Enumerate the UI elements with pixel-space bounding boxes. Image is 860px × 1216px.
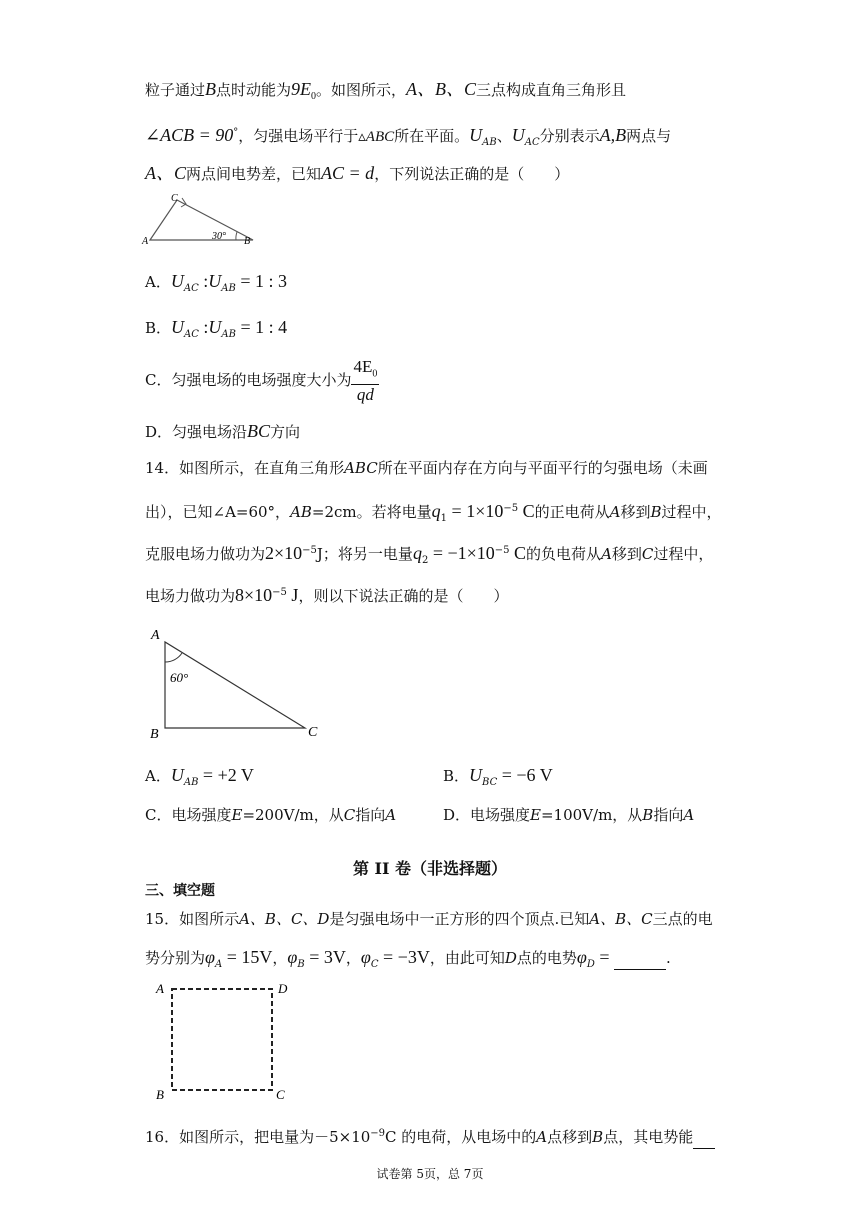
q13-line-3: A、C两点间电势差，已知AC = d，下列说法正确的是（ ） — [145, 163, 570, 183]
q14-label-a: A — [151, 628, 160, 643]
q13-option-a: A．$U_{AC}$ $:U_{AB} = 1$ : 3 — [145, 271, 287, 294]
q13-option-c: C．匀强电场的电场强度大小为 $\frac{4E_0}{qd}$ — [145, 356, 378, 405]
section-heading: 三、填空题 — [145, 883, 215, 899]
q13-label-angle: 30° — [212, 231, 226, 242]
q14-label-b: B — [150, 727, 159, 742]
q16-answer-blank[interactable] — [693, 1126, 715, 1149]
q15-answer-blank[interactable] — [614, 947, 666, 970]
q13-line-2: ∠ACB = 90°，匀强电场平行于▵ABC所在平面。$U_{AB}$、$U_{AC}$分别表示A,B两点与 — [145, 125, 672, 148]
q13-label-c: C — [171, 193, 178, 204]
q14-option-d: D．电场强度E=100V/m，从B指向A — [443, 806, 695, 824]
q14-line-4: 电场力做功为$8\times 10^{-5}$ J，则以下说法正确的是（ ） — [145, 585, 509, 605]
q14-label-c: C — [308, 725, 318, 740]
q14-label-angle: 60° — [170, 670, 189, 685]
q15-square-figure — [140, 975, 300, 1103]
q13-fraction: $\frac{4E_0}{qd}$ — [353, 356, 378, 405]
q13-option-d: D．匀强电场沿BC方向 — [145, 421, 301, 441]
section-title: 第 II 卷（非选择题） — [352, 859, 508, 878]
q14-option-a: A．$U_{AB} = +2$ V — [145, 765, 254, 788]
q15-label-b: B — [156, 1087, 164, 1102]
q14-triangle-figure — [140, 620, 340, 748]
q15-line-2: 势分别为$\varphi_A = 15V$，$\varphi_B = 3V$，$\varphi_C = -3V$，由此可知D点的电势$\varphi_D$ = . — [145, 947, 671, 970]
q15-line-1: 15．如图所示A、B、C、D是匀强电场中一正方形的四个顶点.已知A、B、C三点的电 — [145, 910, 713, 928]
q15-label-c: C — [276, 1087, 285, 1102]
q14-line-2: 出），已知∠A=60°，AB=2cm。若将电量$q_1 = 1\times 10^{-5}$ C的正电荷从A移到B过程中， — [145, 501, 722, 524]
q15-label-d: D — [278, 981, 288, 996]
q16-line-1: 16．如图所示，把电量为$-5\times 10^{-9}C$ 的电荷，从电场中的A点移到B点，其电势能 — [145, 1123, 715, 1149]
q13-option-b: B．$U_{AC}$ $:U_{AB} = 1$ : 4 — [145, 317, 288, 340]
q14-option-c: C．电场强度E=200V/m，从C指向A — [145, 806, 397, 824]
q15-label-a: A — [156, 981, 164, 996]
q13-label-a: A — [142, 236, 149, 247]
q13-triangle-figure — [140, 190, 265, 250]
q14-option-b: B．$U_{BC} = -6$ V — [443, 765, 553, 788]
q14-line-1: 14．如图所示，在直角三角形ABC所在平面内存在方向与平面平行的匀强电场（未画 — [145, 459, 708, 477]
q14-line-3: 克服电场力做功为$2\times 10^{-5}J$；将另一电量$q_2 = -1\times 10^{-5}$ C的负电荷从A移到C过程中， — [145, 543, 714, 566]
q13-line-1: 粒子通过B点时动能为$9E_0$。如图所示，A、B、C三点构成直角三角形且 — [145, 79, 627, 102]
page-footer: 试卷第 5页，总 7页 — [376, 1167, 484, 1181]
q13-label-b: B — [244, 236, 251, 247]
